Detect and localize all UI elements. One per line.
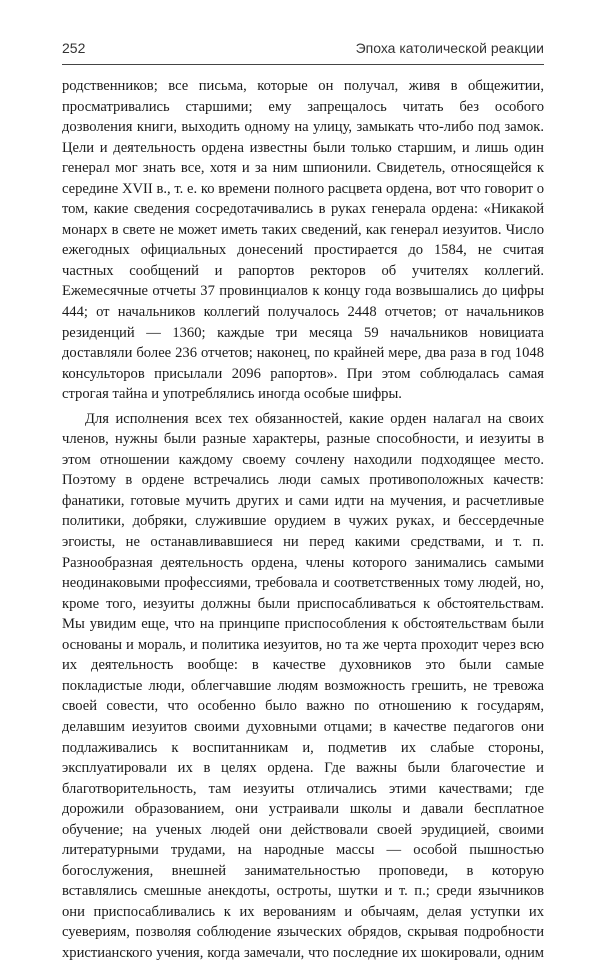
running-header [62, 40, 544, 65]
running-title: Эпоха католической реакции [355, 40, 544, 56]
page-number: 252 [62, 40, 86, 56]
paragraph-1: родственников; все письма, которые он получал, живя в общежитии, просматривались старшими; ему запрещалось читать без особого дозволения книги, выходить одному на улицу, замыкать что-либо под замок. Цели и деятельность ордена известны были только старшим, и лишь один генерал мог знать все, хотя и за ним шпионили. Свидетель, относящейся к середине XVII в., т. е. ко времени полного расцвета ордена, вот что говорит о том, какие сведения сосредотачивались в руках генерала ордена: «Никакой монарх в свете не может иметь таких сведений, как генерал иезуитов. Число ежегодных официальных донесений простирается до 1584, не считая частных сообщений и рапортов ректоров об учителях коллегий. Ежемесячные отчеты 37 провинциалов к концу года возвышались до цифры 444; от начальников коллегий получалось 2448 отчетов; от начальников резиденций — 1360; каждые три месяца 59 начальников новициата доставляли более 236 отчетов; наконец, по крайней мере, два раза в год 1048 консульторов присылали 2096 рапортов». При этом соблюдалась самая строгая тайна и употреблялись иногда особые шифры. [62, 78, 544, 403]
paragraph-2: Для исполнения всех тех обязанностей, какие орден налагал на своих членов, нужны были разные характеры, разные способности, и иезуиты в этом отношении каждому своему сочлену находили подходящее место. Поэтому в ордене встречались люди самых противоположных качеств: фанатики, готовые мучить других и сами идти на мучения, и расчетливые политики, добряки, служившие орудием в чужих руках, и бессердечные эгоисты, не останавливавшиеся ни перед какими средствами, и т. п. Разнообразная деятельность ордена, члены которого занимались самыми неодинаковыми профессиями, требовала и соответственных тому людей, но, кроме того, иезуиты должны были приспосабливаться к обстоятельствам. Мы увидим еще, что на принципе приспособления к обстоятельствам были основаны и мораль, и политика иезуитов, но та же черта проходит через всю их деятельность вообще: в качестве духовников это были самые покладистые люди, облегчавшие людям возможность грешить, не тревожа своей совести, что особенно было важно по отношению к государям, делавшим иезуитов своими духовными отцами; в качестве педагогов они подлаживались к воспитанникам и, подметив их слабые стороны, эксплуатировали их в целях ордена. Где важны были благочестие и благотворительность, там иезуиты отличались этими качествами; где дорожили образованием, они устраивали школы и давали бесплатное обучение; на ученых людей они действовали своей эрудицией, своими литературными трудами, на народные массы — особой пышностью богослужения, внешней занимательностью проповеди, в которую вставлялись смешные анекдоты, остроты, шутки и т. п.; среди язычников они приспосабливались к их верованиям и обычаям, делая уступки их суевериям, позволяя соблюдение языческих обрядов, скрывая подробности христианского учения, когда замечали, что последние их шокировали, одним [62, 410, 544, 961]
body-text [62, 76, 544, 964]
